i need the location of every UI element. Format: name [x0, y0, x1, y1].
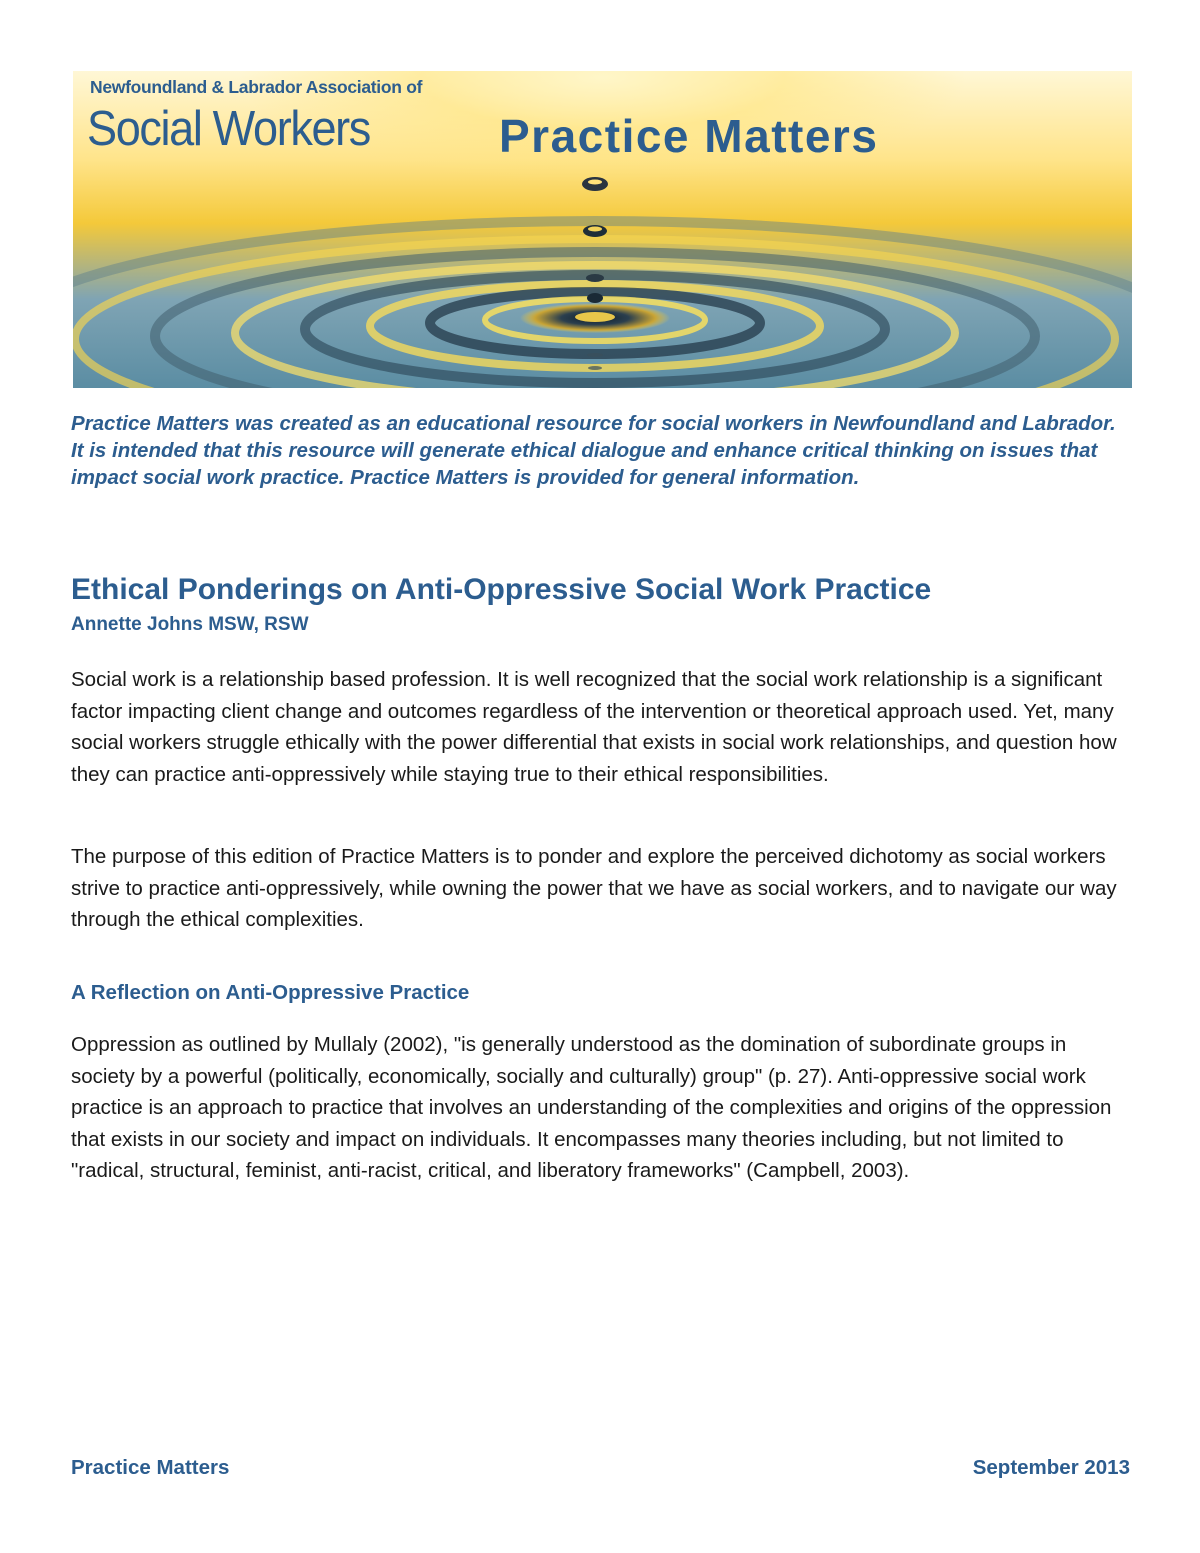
article-title: Ethical Ponderings on Anti-Oppressive Social Work Practice — [71, 573, 932, 606]
banner-title: Practice Matters — [499, 110, 879, 162]
section-heading: A Reflection on Anti-Oppressive Practice — [71, 981, 470, 1004]
association-name-line2: Social Workers — [87, 102, 370, 156]
header-banner — [73, 71, 1132, 388]
article-author: Annette Johns MSW, RSW — [71, 614, 309, 635]
body-paragraph-3: Oppression as outlined by Mullaly (2002), "is generally understood as the domination of subordinate groups in society by a powerful (politically, economically, socially and culturally) group" (p. 27). Anti-oppressive social work practice is an approach to practice that involves an understanding of the complexities and origins of the oppression that exists in our society and impact on individuals. It encompasses many theories including, but not limited to "radical, structural, feminist, anti-racist, critical, and liberatory frameworks" (Campbell, 2003). — [71, 1033, 1112, 1182]
intro-paragraph: Practice Matters was created as an educational resource for social workers in Newfoundland and Labrador. It is intended that this resource will generate ethical dialogue and enhance critical thinking on issues that impact social work practice. Practice Matters is provided for general information. — [71, 412, 1116, 489]
footer-date: September 2013 — [972, 1456, 1130, 1479]
association-name-line1: Newfoundland & Labrador Association of — [90, 77, 423, 97]
body-paragraph-1: Social work is a relationship based profession. It is well recognized that the social work relationship is a significant factor impacting client change and outcomes regardless of the intervention or theoretical approach used. Yet, many social workers struggle ethically with the power differential that exists in social work relationships, and question how they can practice anti-oppressively while staying true to their ethical responsibilities. — [71, 668, 1117, 786]
body-paragraph-2: The purpose of this edition of Practice Matters is to ponder and explore the perceived dichotomy as social workers strive to practice anti-oppressively, while owning the power that we have as social workers, and to navigate our way through the ethical complexities. — [71, 845, 1117, 931]
footer-publication: Practice Matters — [71, 1456, 230, 1479]
